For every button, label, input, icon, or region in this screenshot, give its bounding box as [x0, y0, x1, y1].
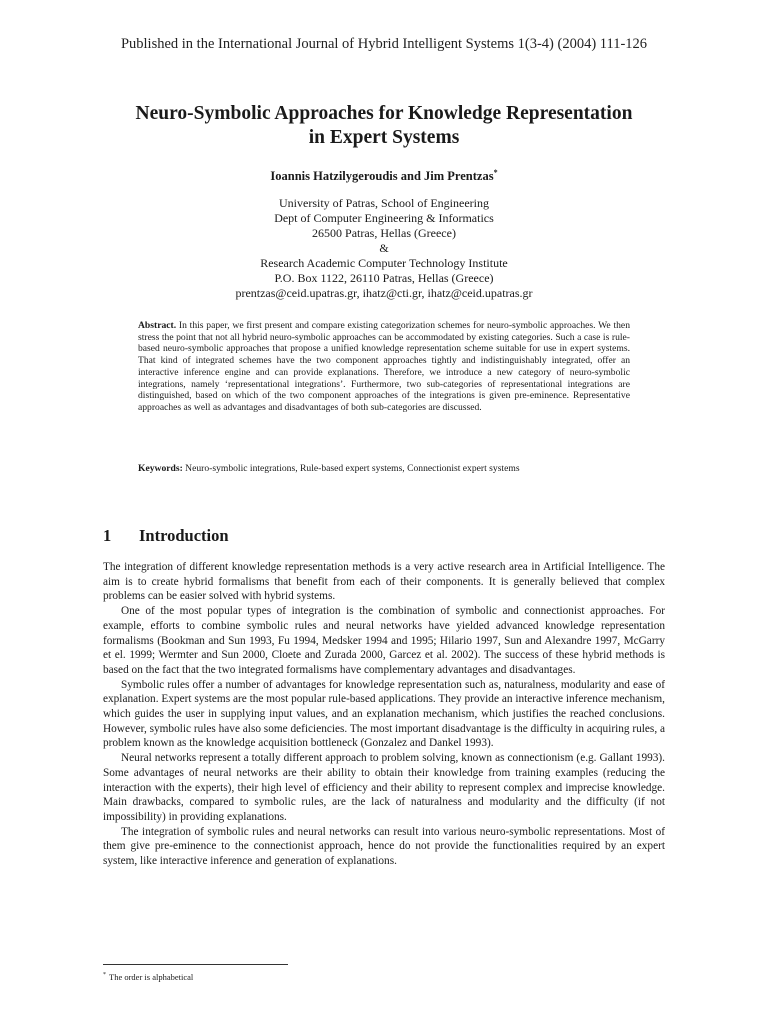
affiliation-line: Research Academic Computer Technology Institute [260, 256, 508, 270]
footnote-text: The order is alphabetical [109, 972, 194, 982]
section-number: 1 [103, 526, 112, 545]
body-paragraph: The integration of symbolic rules and neural networks can result into various neuro-symbolic representations. Most of them give pre-eminence to the connectionist approach, hence do not provide the functionalities required by an expert system, like interactive inference and generation of explanations. [103, 825, 665, 868]
body-paragraph: The integration of different knowledge representation methods is a very active research area in Artificial Intelligence. The aim is to create hybrid formalisms that benefit from each of their components. It is generally believed that complex problems can be easier solved with hybrid systems. [103, 561, 665, 603]
body-paragraph: Neural networks represent a totally different approach to problem solving, known as connectionism (e.g. Gallant 1993). Some advantages of neural networks are their ability to obtain their knowledge from training examples (reducing the interaction with the experts), their high level of efficiency and their ability to represent complex and imprecise knowledge. Main drawbacks, compared to symbolic rules, are the lack of naturalness and modularity and the difficulty (if not impossibility) in providing explanations. [103, 752, 665, 823]
abstract [138, 320, 630, 414]
footnote [103, 972, 193, 982]
section-body [103, 560, 665, 869]
author-footnote-mark: * [493, 168, 498, 177]
affiliation-line: & [379, 241, 389, 255]
abstract-label: Abstract. [138, 320, 177, 331]
footnote-mark: * [103, 972, 106, 979]
affiliation-line: 26500 Patras, Hellas (Greece) [312, 226, 456, 240]
keywords [138, 463, 630, 475]
affiliation-line: P.O. Box 1122, 26110 Patras, Hellas (Greece) [274, 271, 494, 285]
title-line-2: in Expert Systems [308, 127, 460, 148]
section-heading [103, 526, 229, 546]
keywords-text: Neuro-symbolic integrations, Rule-based expert systems, Connectionist expert systems [182, 463, 520, 474]
body-paragraph: One of the most popular types of integration is the combination of symbolic and connectionist approaches. For example, efforts to combine symbolic rules and neural networks have yielded advanced knowledge representation formalisms (Bookman and Sun 1993, Fu 1994, Medsker 1994 and 1995; Hilario 1997, Sun and Alexandre 1997, McGarry et el. 1999; Wermter and Sun 2000, Cloete and Zurada 2000, Garcez et al. 2002). The success of these hybrid methods is based on the fact that the two integrated formalisms have complementary advantages and disadvantages. [103, 605, 665, 676]
affiliations [0, 196, 768, 301]
authors: Ioannis Hatzilygeroudis and Jim Prentzas [270, 169, 494, 184]
authors-line [0, 168, 768, 184]
paper-title [60, 102, 708, 150]
section-title: Introduction [139, 526, 229, 545]
author-emails: prentzas@ceid.upatras.gr, ihatz@cti.gr, ihatz@ceid.upatras.gr [235, 286, 533, 300]
keywords-label: Keywords: [138, 463, 183, 474]
body-paragraph: Symbolic rules offer a number of advantages for knowledge representation such as, naturalness, modularity and ease of explanation. Expert systems are the most popular rule-based applications. They provide an interactive inference mechanism, which guides the user in supplying input values, and an explanation mechanism, which justifies the reached conclusions. However, symbolic rules have also some deficiencies. The most important disadvantage is the difficulty in acquiring rules, a problem known as the knowledge acquisition bottleneck (Gonzalez and Dankel 1993). [103, 678, 665, 750]
title-line-1: Neuro-Symbolic Approaches for Knowledge Representation [135, 103, 633, 124]
affiliation-line: University of Patras, School of Engineering [279, 196, 489, 210]
abstract-text: In this paper, we first present and compare existing categorization schemes for neuro-symbolic approaches. We then stress the point that not all hybrid neuro-symbolic approaches can be accommodated by existing categories. Such a case is rule-based neuro-symbolic approaches that propose a unified knowledge representation scheme suitable for use in expert systems. That kind of integrated schemes have the two component approaches tightly and indistinguishably integrated, offer an interactive inference engine and can provide explanations. Therefore, we introduce a new category of neuro-symbolic integrations, namely ‘representational integrations’. Furthermore, two sub-categories of representational integrations are distinguished, based on which of the two component approaches of the integrations is given pre-eminence. Representative approaches as well as advantages and disadvantages of both sub-categories are discussed. [138, 320, 630, 413]
publication-line: Published in the International Journal of Hybrid Intelligent Systems 1(3-4) (2004) 111-126 [120, 36, 648, 52]
affiliation-line: Dept of Computer Engineering & Informatics [274, 211, 494, 225]
footnote-divider [103, 964, 288, 965]
